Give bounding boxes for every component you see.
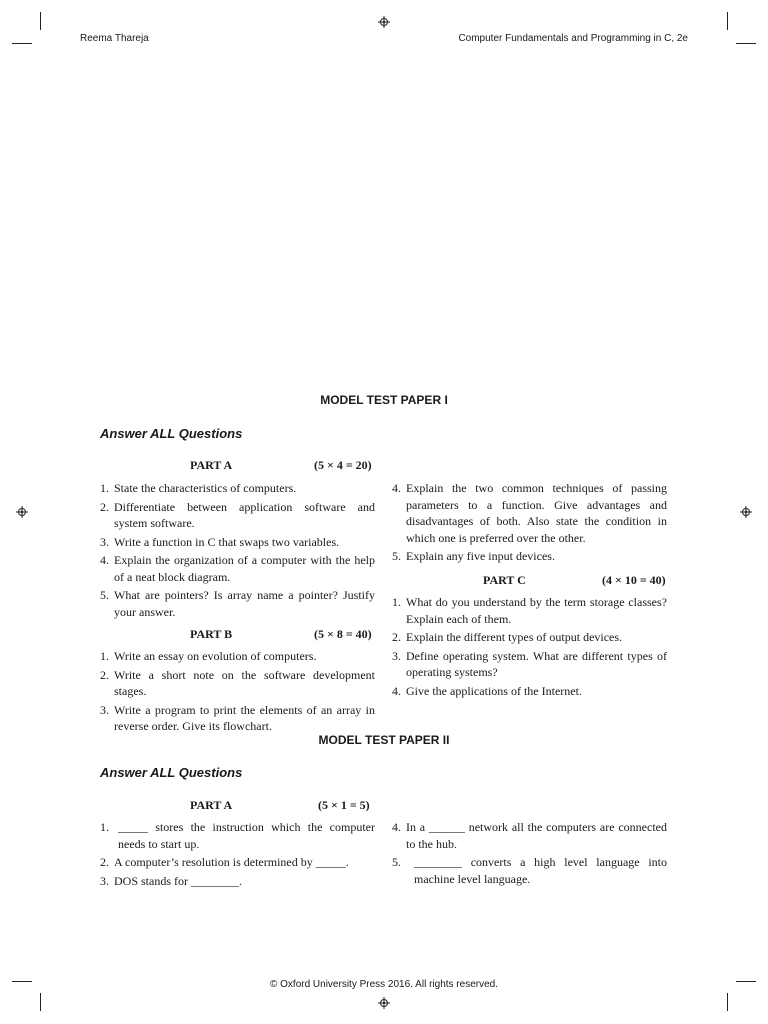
question-text: Write a program to print the elements of an array in reverse order. Give its flowchart. bbox=[114, 702, 375, 733]
question-number: 2. bbox=[100, 855, 109, 869]
registration-mark-icon bbox=[378, 997, 390, 1009]
paper2-partA-list-left bbox=[100, 819, 375, 891]
paper1-partC-list bbox=[392, 594, 667, 701]
question-number: 4. bbox=[392, 481, 401, 495]
question-text: What are pointers? Is array name a pointer? Justify your answer. bbox=[114, 588, 375, 619]
question-item bbox=[100, 667, 375, 700]
paper1-partC-label: PART C bbox=[483, 573, 526, 587]
question-text: Explain any five input devices. bbox=[406, 549, 555, 563]
question-text: Explain the different types of output devices. bbox=[406, 630, 623, 644]
question-text: Explain the two common techniques of passing parameters to a function. Give advantages and disadvantages of both. Also state the condition in which one is preferred over the other. bbox=[406, 481, 667, 545]
registration-mark-icon bbox=[740, 506, 752, 518]
paper1-partA-marks: (5 × 4 = 20) bbox=[314, 458, 372, 472]
question-number: 4. bbox=[100, 553, 109, 567]
question-item bbox=[392, 629, 667, 646]
question-item bbox=[100, 819, 375, 852]
question-number: 1. bbox=[392, 595, 401, 609]
paper1-partB-label: PART B bbox=[190, 627, 233, 641]
registration-mark-icon bbox=[16, 506, 28, 518]
registration-mark-icon bbox=[378, 16, 390, 28]
question-item bbox=[392, 594, 667, 627]
paper2-partA-list-right bbox=[392, 819, 667, 889]
footer-copyright: © Oxford University Press 2016. All rights reserved. bbox=[269, 979, 498, 990]
header-book-title: Computer Fundamentals and Programming in C, 2e bbox=[458, 33, 688, 44]
question-number: 4. bbox=[392, 820, 401, 834]
question-number: 3. bbox=[100, 534, 109, 549]
crop-mark bbox=[736, 43, 756, 44]
question-text: State the characteristics of computers. bbox=[114, 481, 297, 495]
paper1-instruction: Answer ALL Questions bbox=[100, 426, 243, 441]
question-number: 1. bbox=[100, 481, 109, 495]
paper1-partC-marks: (4 × 10 = 40) bbox=[602, 573, 666, 587]
question-number: 3. bbox=[100, 702, 109, 717]
question-text: DOS stands for ________. bbox=[114, 873, 242, 888]
question-text: Give the applications of the Internet. bbox=[406, 683, 582, 698]
question-item bbox=[392, 854, 667, 887]
paper1-title: MODEL TEST PAPER I bbox=[320, 393, 448, 407]
paper1-partB-list-right bbox=[392, 480, 667, 567]
question-text: Differentiate between application software and system software. bbox=[114, 499, 375, 530]
paper2-instruction: Answer ALL Questions bbox=[100, 765, 243, 780]
question-number: 5. bbox=[392, 855, 401, 869]
question-text: Write a short note on the software development stages. bbox=[114, 667, 375, 698]
crop-mark bbox=[40, 993, 41, 1011]
question-item bbox=[100, 552, 375, 585]
question-item bbox=[100, 702, 375, 735]
question-number: 5. bbox=[392, 549, 401, 563]
paper2-partA-label: PART A bbox=[190, 798, 233, 812]
question-item bbox=[100, 534, 375, 551]
question-text: A computer’s resolution is determined by _____. bbox=[114, 855, 349, 869]
question-text: Explain the organization of a computer with the help of a neat block diagram. bbox=[114, 553, 375, 584]
question-number: 1. bbox=[100, 820, 109, 834]
question-item bbox=[100, 648, 375, 665]
question-number: 2. bbox=[392, 630, 401, 644]
question-item bbox=[392, 648, 667, 681]
crop-mark bbox=[727, 12, 728, 30]
crop-mark bbox=[727, 993, 728, 1011]
paper2-title: MODEL TEST PAPER II bbox=[318, 733, 450, 747]
question-text: ________ converts a high level language into machine level language. bbox=[414, 855, 667, 886]
question-text: What do you understand by the term storage classes? Explain each of them. bbox=[406, 595, 667, 626]
question-item bbox=[100, 480, 375, 497]
header-author: Reema Thareja bbox=[80, 33, 149, 44]
question-text: Write an essay on evolution of computers. bbox=[114, 649, 317, 663]
paper2-partA-marks: (5 × 1 = 5) bbox=[318, 798, 370, 812]
question-item bbox=[100, 854, 375, 871]
question-number: 1. bbox=[100, 649, 109, 663]
question-number: 3. bbox=[392, 648, 401, 663]
question-item bbox=[392, 480, 667, 546]
question-text: Write a function in C that swaps two variables. bbox=[114, 534, 340, 549]
paper1-partB-marks: (5 × 8 = 40) bbox=[314, 627, 372, 641]
question-text: In a ______ network all the computers are connected to the hub. bbox=[406, 820, 667, 851]
question-text: Define operating system. What are different types of operating systems? bbox=[406, 648, 667, 679]
question-item bbox=[392, 683, 667, 700]
question-text: _____ stores the instruction which the computer needs to start up. bbox=[118, 820, 375, 851]
question-number: 2. bbox=[100, 499, 109, 514]
question-item bbox=[392, 548, 667, 565]
question-item bbox=[100, 873, 375, 890]
crop-mark bbox=[12, 43, 32, 44]
question-item bbox=[100, 499, 375, 532]
paper1-partA-label: PART A bbox=[190, 458, 233, 472]
crop-mark bbox=[40, 12, 41, 30]
question-item bbox=[392, 819, 667, 852]
question-number: 5. bbox=[100, 588, 109, 602]
question-number: 3. bbox=[100, 873, 109, 888]
paper1-partB-list-left bbox=[100, 648, 375, 737]
question-number: 4. bbox=[392, 683, 401, 698]
question-number: 2. bbox=[100, 667, 109, 682]
question-item bbox=[100, 587, 375, 620]
paper1-partA-list bbox=[100, 480, 375, 622]
